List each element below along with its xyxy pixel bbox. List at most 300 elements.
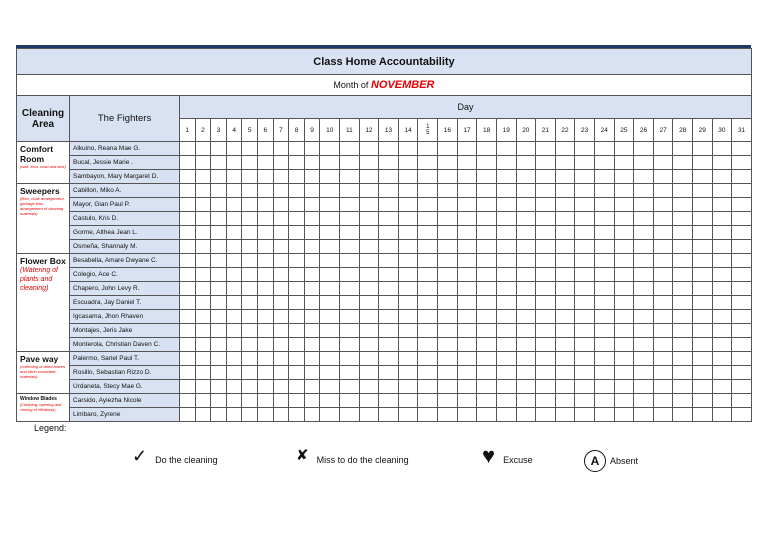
attendance-cell[interactable] xyxy=(258,366,274,380)
attendance-cell[interactable] xyxy=(340,394,360,408)
attendance-cell[interactable] xyxy=(211,408,227,422)
attendance-cell[interactable] xyxy=(594,282,614,296)
attendance-cell[interactable] xyxy=(273,268,289,282)
attendance-cell[interactable] xyxy=(180,198,196,212)
attendance-cell[interactable] xyxy=(242,408,258,422)
attendance-cell[interactable] xyxy=(211,198,227,212)
attendance-cell[interactable] xyxy=(536,170,556,184)
attendance-cell[interactable] xyxy=(536,282,556,296)
attendance-cell[interactable] xyxy=(340,282,360,296)
attendance-cell[interactable] xyxy=(516,380,536,394)
attendance-cell[interactable] xyxy=(477,184,497,198)
attendance-cell[interactable] xyxy=(732,408,752,422)
attendance-cell[interactable] xyxy=(594,352,614,366)
attendance-cell[interactable] xyxy=(304,352,320,366)
attendance-cell[interactable] xyxy=(634,408,654,422)
attendance-cell[interactable] xyxy=(457,156,477,170)
attendance-cell[interactable] xyxy=(614,310,634,324)
attendance-cell[interactable] xyxy=(732,142,752,156)
attendance-cell[interactable] xyxy=(379,254,399,268)
attendance-cell[interactable] xyxy=(712,268,732,282)
attendance-cell[interactable] xyxy=(273,240,289,254)
attendance-cell[interactable] xyxy=(359,212,379,226)
attendance-cell[interactable] xyxy=(438,310,458,324)
attendance-cell[interactable] xyxy=(418,366,438,380)
attendance-cell[interactable] xyxy=(180,324,196,338)
attendance-cell[interactable] xyxy=(398,226,418,240)
attendance-cell[interactable] xyxy=(359,254,379,268)
attendance-cell[interactable] xyxy=(304,366,320,380)
attendance-cell[interactable] xyxy=(242,226,258,240)
attendance-cell[interactable] xyxy=(653,282,673,296)
attendance-cell[interactable] xyxy=(692,408,712,422)
attendance-cell[interactable] xyxy=(289,198,305,212)
attendance-cell[interactable] xyxy=(359,310,379,324)
attendance-cell[interactable] xyxy=(653,324,673,338)
attendance-cell[interactable] xyxy=(575,366,595,380)
attendance-cell[interactable] xyxy=(496,268,516,282)
attendance-cell[interactable] xyxy=(418,310,438,324)
attendance-cell[interactable] xyxy=(594,408,614,422)
attendance-cell[interactable] xyxy=(457,254,477,268)
attendance-cell[interactable] xyxy=(614,296,634,310)
attendance-cell[interactable] xyxy=(712,226,732,240)
attendance-cell[interactable] xyxy=(496,170,516,184)
attendance-cell[interactable] xyxy=(340,198,360,212)
attendance-cell[interactable] xyxy=(226,240,242,254)
attendance-cell[interactable] xyxy=(594,394,614,408)
attendance-cell[interactable] xyxy=(438,352,458,366)
attendance-cell[interactable] xyxy=(457,380,477,394)
attendance-cell[interactable] xyxy=(289,240,305,254)
attendance-cell[interactable] xyxy=(398,310,418,324)
attendance-cell[interactable] xyxy=(320,380,340,394)
attendance-cell[interactable] xyxy=(732,324,752,338)
attendance-cell[interactable] xyxy=(516,240,536,254)
attendance-cell[interactable] xyxy=(575,408,595,422)
attendance-cell[interactable] xyxy=(634,324,654,338)
attendance-cell[interactable] xyxy=(195,338,211,352)
attendance-cell[interactable] xyxy=(516,226,536,240)
attendance-cell[interactable] xyxy=(195,282,211,296)
attendance-cell[interactable] xyxy=(555,184,575,198)
attendance-cell[interactable] xyxy=(477,282,497,296)
attendance-cell[interactable] xyxy=(320,352,340,366)
attendance-cell[interactable] xyxy=(457,338,477,352)
attendance-cell[interactable] xyxy=(673,380,693,394)
attendance-cell[interactable] xyxy=(379,184,399,198)
attendance-cell[interactable] xyxy=(180,310,196,324)
attendance-cell[interactable] xyxy=(457,240,477,254)
attendance-cell[interactable] xyxy=(379,296,399,310)
attendance-cell[interactable] xyxy=(438,296,458,310)
attendance-cell[interactable] xyxy=(180,156,196,170)
attendance-cell[interactable] xyxy=(180,352,196,366)
attendance-cell[interactable] xyxy=(653,226,673,240)
attendance-cell[interactable] xyxy=(555,366,575,380)
attendance-cell[interactable] xyxy=(379,142,399,156)
attendance-cell[interactable] xyxy=(653,310,673,324)
attendance-cell[interactable] xyxy=(418,296,438,310)
attendance-cell[interactable] xyxy=(242,366,258,380)
attendance-cell[interactable] xyxy=(477,170,497,184)
attendance-cell[interactable] xyxy=(496,142,516,156)
attendance-cell[interactable] xyxy=(359,184,379,198)
attendance-cell[interactable] xyxy=(226,142,242,156)
attendance-cell[interactable] xyxy=(594,170,614,184)
attendance-cell[interactable] xyxy=(320,310,340,324)
attendance-cell[interactable] xyxy=(653,408,673,422)
attendance-cell[interactable] xyxy=(418,170,438,184)
attendance-cell[interactable] xyxy=(320,226,340,240)
attendance-cell[interactable] xyxy=(289,408,305,422)
attendance-cell[interactable] xyxy=(195,240,211,254)
attendance-cell[interactable] xyxy=(304,338,320,352)
attendance-cell[interactable] xyxy=(340,226,360,240)
attendance-cell[interactable] xyxy=(673,282,693,296)
attendance-cell[interactable] xyxy=(359,282,379,296)
attendance-cell[interactable] xyxy=(536,212,556,226)
attendance-cell[interactable] xyxy=(457,366,477,380)
attendance-cell[interactable] xyxy=(614,366,634,380)
attendance-cell[interactable] xyxy=(340,156,360,170)
attendance-cell[interactable] xyxy=(340,324,360,338)
attendance-cell[interactable] xyxy=(258,352,274,366)
attendance-cell[interactable] xyxy=(496,366,516,380)
attendance-cell[interactable] xyxy=(226,156,242,170)
attendance-cell[interactable] xyxy=(226,282,242,296)
attendance-cell[interactable] xyxy=(516,184,536,198)
attendance-cell[interactable] xyxy=(692,198,712,212)
attendance-cell[interactable] xyxy=(575,268,595,282)
attendance-cell[interactable] xyxy=(258,282,274,296)
attendance-cell[interactable] xyxy=(242,170,258,184)
attendance-cell[interactable] xyxy=(379,212,399,226)
attendance-cell[interactable] xyxy=(575,324,595,338)
attendance-cell[interactable] xyxy=(226,198,242,212)
attendance-cell[interactable] xyxy=(320,394,340,408)
attendance-cell[interactable] xyxy=(398,142,418,156)
attendance-cell[interactable] xyxy=(258,184,274,198)
attendance-cell[interactable] xyxy=(594,254,614,268)
attendance-cell[interactable] xyxy=(614,394,634,408)
attendance-cell[interactable] xyxy=(273,408,289,422)
attendance-cell[interactable] xyxy=(614,184,634,198)
attendance-cell[interactable] xyxy=(536,142,556,156)
attendance-cell[interactable] xyxy=(320,184,340,198)
attendance-cell[interactable] xyxy=(195,324,211,338)
attendance-cell[interactable] xyxy=(320,142,340,156)
attendance-cell[interactable] xyxy=(379,324,399,338)
attendance-cell[interactable] xyxy=(594,338,614,352)
attendance-cell[interactable] xyxy=(398,184,418,198)
attendance-cell[interactable] xyxy=(712,352,732,366)
attendance-cell[interactable] xyxy=(536,268,556,282)
attendance-cell[interactable] xyxy=(418,198,438,212)
attendance-cell[interactable] xyxy=(273,352,289,366)
attendance-cell[interactable] xyxy=(320,198,340,212)
attendance-cell[interactable] xyxy=(536,408,556,422)
attendance-cell[interactable] xyxy=(226,352,242,366)
attendance-cell[interactable] xyxy=(536,380,556,394)
attendance-cell[interactable] xyxy=(289,254,305,268)
attendance-cell[interactable] xyxy=(594,184,614,198)
attendance-cell[interactable] xyxy=(496,296,516,310)
attendance-cell[interactable] xyxy=(289,394,305,408)
attendance-cell[interactable] xyxy=(211,282,227,296)
attendance-cell[interactable] xyxy=(712,408,732,422)
attendance-cell[interactable] xyxy=(614,254,634,268)
attendance-cell[interactable] xyxy=(304,184,320,198)
attendance-cell[interactable] xyxy=(180,254,196,268)
attendance-cell[interactable] xyxy=(258,296,274,310)
attendance-cell[interactable] xyxy=(340,254,360,268)
attendance-cell[interactable] xyxy=(438,156,458,170)
attendance-cell[interactable] xyxy=(258,170,274,184)
attendance-cell[interactable] xyxy=(732,254,752,268)
attendance-cell[interactable] xyxy=(180,380,196,394)
attendance-cell[interactable] xyxy=(226,408,242,422)
attendance-cell[interactable] xyxy=(673,296,693,310)
attendance-cell[interactable] xyxy=(359,198,379,212)
attendance-cell[interactable] xyxy=(673,268,693,282)
attendance-cell[interactable] xyxy=(289,380,305,394)
attendance-cell[interactable] xyxy=(242,394,258,408)
attendance-cell[interactable] xyxy=(692,338,712,352)
attendance-cell[interactable] xyxy=(211,170,227,184)
attendance-cell[interactable] xyxy=(457,282,477,296)
attendance-cell[interactable] xyxy=(273,142,289,156)
attendance-cell[interactable] xyxy=(418,338,438,352)
attendance-cell[interactable] xyxy=(195,184,211,198)
attendance-cell[interactable] xyxy=(653,352,673,366)
attendance-cell[interactable] xyxy=(692,296,712,310)
attendance-cell[interactable] xyxy=(273,226,289,240)
attendance-cell[interactable] xyxy=(418,282,438,296)
attendance-cell[interactable] xyxy=(732,156,752,170)
attendance-cell[interactable] xyxy=(438,212,458,226)
attendance-cell[interactable] xyxy=(226,394,242,408)
attendance-cell[interactable] xyxy=(575,184,595,198)
attendance-cell[interactable] xyxy=(320,282,340,296)
attendance-cell[interactable] xyxy=(289,310,305,324)
attendance-cell[interactable] xyxy=(242,142,258,156)
attendance-cell[interactable] xyxy=(379,352,399,366)
attendance-cell[interactable] xyxy=(211,352,227,366)
attendance-cell[interactable] xyxy=(211,338,227,352)
attendance-cell[interactable] xyxy=(732,366,752,380)
attendance-cell[interactable] xyxy=(477,268,497,282)
attendance-cell[interactable] xyxy=(418,268,438,282)
attendance-cell[interactable] xyxy=(304,408,320,422)
attendance-cell[interactable] xyxy=(477,310,497,324)
attendance-cell[interactable] xyxy=(496,394,516,408)
attendance-cell[interactable] xyxy=(211,380,227,394)
attendance-cell[interactable] xyxy=(438,170,458,184)
attendance-cell[interactable] xyxy=(673,212,693,226)
attendance-cell[interactable] xyxy=(398,366,418,380)
attendance-cell[interactable] xyxy=(289,366,305,380)
attendance-cell[interactable] xyxy=(195,156,211,170)
attendance-cell[interactable] xyxy=(477,394,497,408)
attendance-cell[interactable] xyxy=(712,282,732,296)
attendance-cell[interactable] xyxy=(258,240,274,254)
attendance-cell[interactable] xyxy=(304,310,320,324)
attendance-cell[interactable] xyxy=(340,408,360,422)
attendance-cell[interactable] xyxy=(273,394,289,408)
attendance-cell[interactable] xyxy=(273,338,289,352)
attendance-cell[interactable] xyxy=(242,352,258,366)
attendance-cell[interactable] xyxy=(555,394,575,408)
attendance-cell[interactable] xyxy=(575,352,595,366)
attendance-cell[interactable] xyxy=(732,240,752,254)
attendance-cell[interactable] xyxy=(398,282,418,296)
attendance-cell[interactable] xyxy=(555,282,575,296)
attendance-cell[interactable] xyxy=(211,156,227,170)
attendance-cell[interactable] xyxy=(712,142,732,156)
attendance-cell[interactable] xyxy=(195,212,211,226)
attendance-cell[interactable] xyxy=(438,268,458,282)
attendance-cell[interactable] xyxy=(438,240,458,254)
attendance-cell[interactable] xyxy=(614,408,634,422)
attendance-cell[interactable] xyxy=(712,198,732,212)
attendance-cell[interactable] xyxy=(180,212,196,226)
attendance-cell[interactable] xyxy=(477,296,497,310)
attendance-cell[interactable] xyxy=(555,296,575,310)
attendance-cell[interactable] xyxy=(653,380,673,394)
attendance-cell[interactable] xyxy=(614,324,634,338)
attendance-cell[interactable] xyxy=(477,226,497,240)
attendance-cell[interactable] xyxy=(575,296,595,310)
attendance-cell[interactable] xyxy=(258,226,274,240)
attendance-cell[interactable] xyxy=(340,184,360,198)
attendance-cell[interactable] xyxy=(712,170,732,184)
attendance-cell[interactable] xyxy=(211,142,227,156)
attendance-cell[interactable] xyxy=(359,408,379,422)
attendance-cell[interactable] xyxy=(242,198,258,212)
attendance-cell[interactable] xyxy=(712,380,732,394)
attendance-cell[interactable] xyxy=(304,226,320,240)
attendance-cell[interactable] xyxy=(516,338,536,352)
attendance-cell[interactable] xyxy=(195,408,211,422)
attendance-cell[interactable] xyxy=(673,324,693,338)
attendance-cell[interactable] xyxy=(320,156,340,170)
attendance-cell[interactable] xyxy=(457,324,477,338)
attendance-cell[interactable] xyxy=(379,226,399,240)
attendance-cell[interactable] xyxy=(195,380,211,394)
attendance-cell[interactable] xyxy=(258,212,274,226)
attendance-cell[interactable] xyxy=(242,338,258,352)
attendance-cell[interactable] xyxy=(359,240,379,254)
attendance-cell[interactable] xyxy=(732,352,752,366)
attendance-cell[interactable] xyxy=(634,296,654,310)
attendance-cell[interactable] xyxy=(516,310,536,324)
attendance-cell[interactable] xyxy=(180,268,196,282)
attendance-cell[interactable] xyxy=(398,394,418,408)
attendance-cell[interactable] xyxy=(536,324,556,338)
attendance-cell[interactable] xyxy=(242,156,258,170)
attendance-cell[interactable] xyxy=(242,212,258,226)
attendance-cell[interactable] xyxy=(575,380,595,394)
attendance-cell[interactable] xyxy=(575,170,595,184)
attendance-cell[interactable] xyxy=(594,268,614,282)
attendance-cell[interactable] xyxy=(536,338,556,352)
attendance-cell[interactable] xyxy=(555,212,575,226)
attendance-cell[interactable] xyxy=(555,408,575,422)
attendance-cell[interactable] xyxy=(496,282,516,296)
attendance-cell[interactable] xyxy=(496,324,516,338)
attendance-cell[interactable] xyxy=(304,394,320,408)
attendance-cell[interactable] xyxy=(457,408,477,422)
attendance-cell[interactable] xyxy=(614,338,634,352)
attendance-cell[interactable] xyxy=(438,324,458,338)
attendance-cell[interactable] xyxy=(226,366,242,380)
attendance-cell[interactable] xyxy=(712,254,732,268)
attendance-cell[interactable] xyxy=(180,296,196,310)
attendance-cell[interactable] xyxy=(180,226,196,240)
attendance-cell[interactable] xyxy=(195,394,211,408)
attendance-cell[interactable] xyxy=(673,240,693,254)
attendance-cell[interactable] xyxy=(180,184,196,198)
attendance-cell[interactable] xyxy=(712,310,732,324)
attendance-cell[interactable] xyxy=(340,268,360,282)
attendance-cell[interactable] xyxy=(379,170,399,184)
attendance-cell[interactable] xyxy=(398,296,418,310)
attendance-cell[interactable] xyxy=(438,366,458,380)
attendance-cell[interactable] xyxy=(273,310,289,324)
attendance-cell[interactable] xyxy=(242,240,258,254)
attendance-cell[interactable] xyxy=(692,282,712,296)
attendance-cell[interactable] xyxy=(304,198,320,212)
attendance-cell[interactable] xyxy=(516,198,536,212)
attendance-cell[interactable] xyxy=(457,198,477,212)
attendance-cell[interactable] xyxy=(614,170,634,184)
attendance-cell[interactable] xyxy=(536,184,556,198)
attendance-cell[interactable] xyxy=(289,156,305,170)
attendance-cell[interactable] xyxy=(340,212,360,226)
attendance-cell[interactable] xyxy=(418,380,438,394)
attendance-cell[interactable] xyxy=(516,268,536,282)
attendance-cell[interactable] xyxy=(516,408,536,422)
attendance-cell[interactable] xyxy=(634,240,654,254)
attendance-cell[interactable] xyxy=(320,296,340,310)
attendance-cell[interactable] xyxy=(477,324,497,338)
attendance-cell[interactable] xyxy=(242,296,258,310)
attendance-cell[interactable] xyxy=(673,198,693,212)
attendance-cell[interactable] xyxy=(379,198,399,212)
attendance-cell[interactable] xyxy=(438,142,458,156)
attendance-cell[interactable] xyxy=(653,296,673,310)
attendance-cell[interactable] xyxy=(379,338,399,352)
attendance-cell[interactable] xyxy=(457,394,477,408)
attendance-cell[interactable] xyxy=(692,212,712,226)
attendance-cell[interactable] xyxy=(477,142,497,156)
attendance-cell[interactable] xyxy=(732,226,752,240)
attendance-cell[interactable] xyxy=(614,352,634,366)
attendance-cell[interactable] xyxy=(320,268,340,282)
attendance-cell[interactable] xyxy=(496,352,516,366)
attendance-cell[interactable] xyxy=(673,366,693,380)
attendance-cell[interactable] xyxy=(398,198,418,212)
attendance-cell[interactable] xyxy=(359,156,379,170)
attendance-cell[interactable] xyxy=(195,170,211,184)
attendance-cell[interactable] xyxy=(289,268,305,282)
attendance-cell[interactable] xyxy=(304,254,320,268)
attendance-cell[interactable] xyxy=(273,198,289,212)
attendance-cell[interactable] xyxy=(211,324,227,338)
attendance-cell[interactable] xyxy=(418,408,438,422)
attendance-cell[interactable] xyxy=(653,170,673,184)
